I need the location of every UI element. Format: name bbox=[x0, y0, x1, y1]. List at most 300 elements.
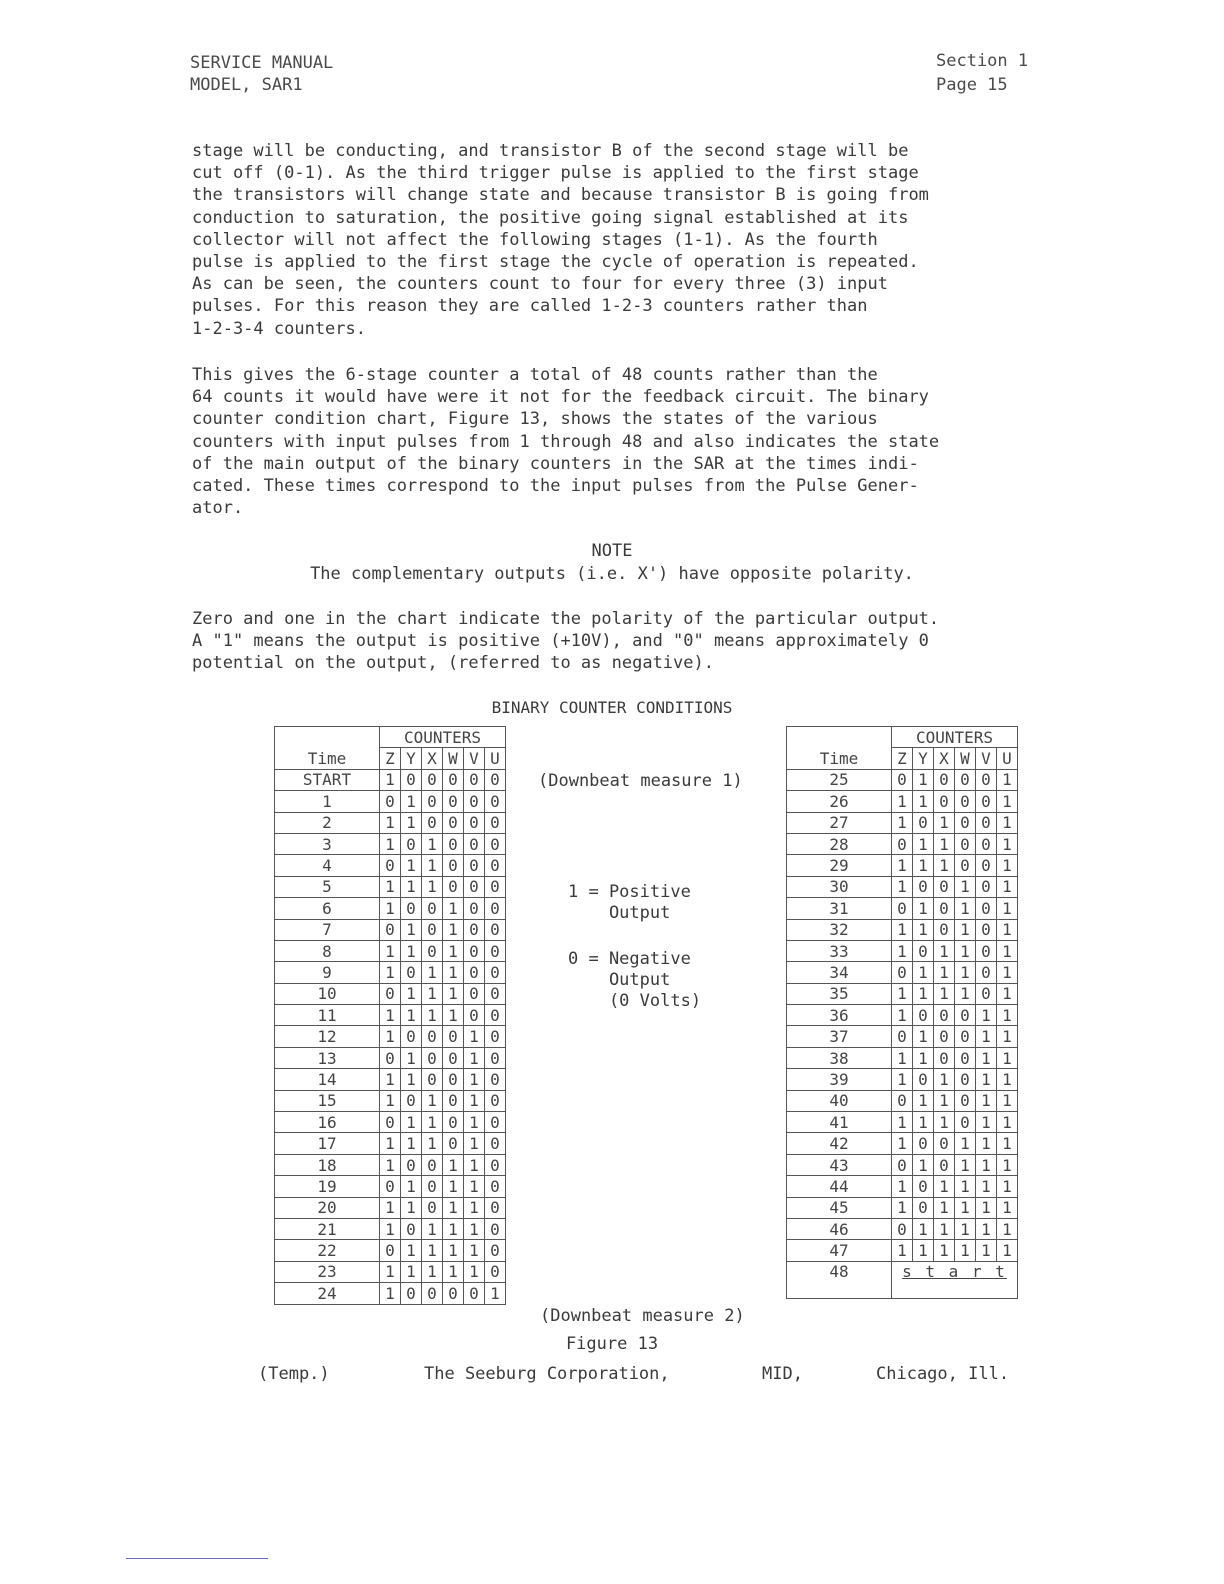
column-label: W bbox=[443, 748, 464, 769]
bit-cell: 0 bbox=[464, 812, 485, 833]
bit-cell: 1 bbox=[380, 1026, 401, 1047]
bit-cell: 1 bbox=[997, 1005, 1018, 1026]
bit-cell: 1 bbox=[443, 1154, 464, 1175]
bit-cell: 0 bbox=[485, 940, 506, 961]
bit-cell: 0 bbox=[913, 1133, 934, 1154]
bit-cell: 0 bbox=[934, 1047, 955, 1068]
table-row bbox=[275, 962, 506, 983]
bit-cell: 1 bbox=[892, 1005, 913, 1026]
bit-cell: 1 bbox=[422, 1090, 443, 1111]
time-cell: 23 bbox=[275, 1261, 380, 1282]
bit-cell: 1 bbox=[955, 1176, 976, 1197]
bit-cell: 0 bbox=[485, 1090, 506, 1111]
bit-cell: 1 bbox=[401, 1069, 422, 1090]
bit-cell: 0 bbox=[485, 1154, 506, 1175]
bit-cell: 0 bbox=[955, 1112, 976, 1133]
bit-cell: 0 bbox=[892, 833, 913, 854]
bit-cell: 1 bbox=[934, 855, 955, 876]
bit-cell: 1 bbox=[401, 1240, 422, 1261]
bit-cell: 0 bbox=[913, 1197, 934, 1218]
bit-cell: 1 bbox=[976, 1154, 997, 1175]
bit-cell: 1 bbox=[955, 1154, 976, 1175]
bit-cell: 1 bbox=[401, 919, 422, 940]
bit-cell: 1 bbox=[401, 812, 422, 833]
bit-cell: 1 bbox=[401, 876, 422, 897]
bit-cell: 1 bbox=[997, 962, 1018, 983]
bit-cell: 1 bbox=[913, 1047, 934, 1068]
bit-cell: 0 bbox=[464, 1005, 485, 1026]
bit-cell: 0 bbox=[485, 919, 506, 940]
time-cell: 3 bbox=[275, 833, 380, 854]
table-row bbox=[787, 962, 1018, 983]
bit-cell: 0 bbox=[934, 898, 955, 919]
bit-cell: 0 bbox=[464, 962, 485, 983]
bit-cell: 0 bbox=[464, 876, 485, 897]
downbeat-measure-1: (Downbeat measure 1) bbox=[538, 771, 743, 791]
bit-cell: 1 bbox=[422, 983, 443, 1004]
bit-cell: 0 bbox=[892, 1090, 913, 1111]
bit-cell: 0 bbox=[934, 1154, 955, 1175]
bit-cell: 1 bbox=[976, 1047, 997, 1068]
bit-cell: 1 bbox=[934, 1176, 955, 1197]
bit-cell: 1 bbox=[443, 1261, 464, 1282]
bit-cell: 1 bbox=[422, 1133, 443, 1154]
bit-cell: 1 bbox=[892, 983, 913, 1004]
bit-cell: 1 bbox=[913, 1240, 934, 1261]
bit-cell: 0 bbox=[976, 791, 997, 812]
bit-cell: 1 bbox=[997, 1197, 1018, 1218]
bit-cell: 0 bbox=[955, 833, 976, 854]
table-row bbox=[275, 1283, 506, 1304]
bit-cell: 1 bbox=[443, 1176, 464, 1197]
start-cell: s t a r t bbox=[892, 1261, 1018, 1298]
time-cell: 8 bbox=[275, 940, 380, 961]
bit-cell: 1 bbox=[934, 940, 955, 961]
bit-cell: 0 bbox=[934, 1026, 955, 1047]
table-row bbox=[275, 1005, 506, 1026]
bit-cell: 0 bbox=[443, 855, 464, 876]
bit-cell: 0 bbox=[913, 1005, 934, 1026]
bit-cell: 1 bbox=[934, 1090, 955, 1111]
bit-cell: 0 bbox=[422, 791, 443, 812]
bit-cell: 0 bbox=[976, 855, 997, 876]
table-row bbox=[275, 769, 506, 790]
counters-label: COUNTERS bbox=[892, 727, 1018, 748]
bit-cell: 0 bbox=[422, 919, 443, 940]
header-manual: SERVICE MANUAL bbox=[190, 53, 334, 73]
column-label: X bbox=[422, 748, 443, 769]
bit-cell: 0 bbox=[422, 812, 443, 833]
bit-cell: 0 bbox=[485, 962, 506, 983]
bit-cell: 1 bbox=[934, 1112, 955, 1133]
bit-cell: 1 bbox=[380, 833, 401, 854]
bit-cell: 0 bbox=[380, 1176, 401, 1197]
paragraph-3: Zero and one in the chart indicate the polarity of the particular output. A "1" means the output is positive (+10V), and "0" means approximately 0 potential on the output, (referred to as negative). bbox=[192, 609, 940, 674]
table-row bbox=[787, 812, 1018, 833]
time-cell: 5 bbox=[275, 876, 380, 897]
bit-cell: 0 bbox=[976, 833, 997, 854]
bit-cell: 0 bbox=[443, 1069, 464, 1090]
bit-cell: 0 bbox=[955, 1047, 976, 1068]
bit-cell: 1 bbox=[464, 1069, 485, 1090]
bit-cell: 1 bbox=[997, 1112, 1018, 1133]
table-row bbox=[275, 983, 506, 1004]
bit-cell: 0 bbox=[464, 855, 485, 876]
bit-cell: 0 bbox=[976, 876, 997, 897]
bit-cell: 1 bbox=[997, 1154, 1018, 1175]
time-cell: 4 bbox=[275, 855, 380, 876]
bit-cell: 1 bbox=[464, 1261, 485, 1282]
bit-cell: 1 bbox=[443, 1197, 464, 1218]
table-row bbox=[275, 1047, 506, 1068]
bit-cell: 0 bbox=[934, 769, 955, 790]
bit-cell: 0 bbox=[401, 1283, 422, 1304]
bit-cell: 1 bbox=[485, 1283, 506, 1304]
time-cell: 22 bbox=[275, 1240, 380, 1261]
bit-cell: 0 bbox=[401, 1154, 422, 1175]
time-cell: 46 bbox=[787, 1218, 892, 1239]
bit-cell: 0 bbox=[443, 1133, 464, 1154]
footer-dept: MID, bbox=[762, 1364, 803, 1384]
bit-cell: 0 bbox=[443, 833, 464, 854]
column-label: Y bbox=[913, 748, 934, 769]
table-row bbox=[787, 940, 1018, 961]
footnote-rule bbox=[126, 1558, 268, 1559]
bit-cell: 1 bbox=[892, 791, 913, 812]
header-model: MODEL, SAR1 bbox=[190, 75, 303, 95]
legend-negative: 0 = Negative Output (0 Volts) bbox=[568, 949, 702, 1011]
time-cell: 40 bbox=[787, 1090, 892, 1111]
table-row bbox=[787, 791, 1018, 812]
bit-cell: 0 bbox=[422, 769, 443, 790]
table-row bbox=[787, 833, 1018, 854]
bit-cell: 1 bbox=[380, 1218, 401, 1239]
bit-cell: 0 bbox=[401, 1090, 422, 1111]
bit-cell: 1 bbox=[955, 1133, 976, 1154]
bit-cell: 0 bbox=[955, 1069, 976, 1090]
table-row bbox=[787, 1197, 1018, 1218]
bit-cell: 0 bbox=[934, 791, 955, 812]
paragraph-2: This gives the 6-stage counter a total of 48 counts rather than the 64 counts it would have were it not for the feedback circuit. The binary counter condition chart, Figure 13, shows the states of the various counters with input pulses from 1 through 48 and also indicates the state of the main output of the binary counters in the SAR at the times indi- cated. These times correspond to the input pulses from the Pulse Gener- ator. bbox=[192, 365, 940, 519]
bit-cell: 1 bbox=[464, 1090, 485, 1111]
bit-cell: 1 bbox=[443, 919, 464, 940]
bit-cell: 0 bbox=[422, 1283, 443, 1304]
bit-cell: 0 bbox=[913, 940, 934, 961]
bit-cell: 1 bbox=[380, 769, 401, 790]
bit-cell: 1 bbox=[892, 876, 913, 897]
bit-cell: 1 bbox=[401, 1261, 422, 1282]
bit-cell: 0 bbox=[443, 791, 464, 812]
bit-cell: 1 bbox=[464, 1133, 485, 1154]
bit-cell: 1 bbox=[913, 962, 934, 983]
column-label: Z bbox=[892, 748, 913, 769]
bit-cell: 0 bbox=[955, 769, 976, 790]
time-cell: 38 bbox=[787, 1047, 892, 1068]
bit-cell: 1 bbox=[955, 1218, 976, 1239]
bit-cell: 0 bbox=[380, 1240, 401, 1261]
bit-cell: 1 bbox=[401, 983, 422, 1004]
bit-cell: 0 bbox=[485, 855, 506, 876]
bit-cell: 1 bbox=[892, 812, 913, 833]
bit-cell: 0 bbox=[976, 940, 997, 961]
time-cell: 19 bbox=[275, 1176, 380, 1197]
bit-cell: 1 bbox=[997, 898, 1018, 919]
bit-cell: 1 bbox=[997, 940, 1018, 961]
bit-cell: 1 bbox=[892, 940, 913, 961]
bit-cell: 0 bbox=[913, 876, 934, 897]
bit-cell: 1 bbox=[464, 1112, 485, 1133]
bit-cell: 0 bbox=[955, 1026, 976, 1047]
bit-cell: 0 bbox=[485, 833, 506, 854]
column-label: U bbox=[997, 748, 1018, 769]
time-cell: 45 bbox=[787, 1197, 892, 1218]
bit-cell: 0 bbox=[892, 898, 913, 919]
time-cell: 31 bbox=[787, 898, 892, 919]
table-row bbox=[787, 769, 1018, 790]
bit-cell: 1 bbox=[380, 940, 401, 961]
paragraph-1: stage will be conducting, and transistor B of the second stage will be cut off (0-1). As the third trigger pulse is applied to the first stage the transistors will change state and because transistor B is going from conduction to saturation, the positive going signal established at its collector will not affect the following stages (1-1). As the fourth pulse is applied to the first stage the cycle of operation is repeated. As can be seen, the counters count to four for every three (3) input pulses. For this reason they are called 1-2-3 counters rather than 1-2-3-4 counters. bbox=[192, 141, 929, 339]
bit-cell: 0 bbox=[380, 983, 401, 1004]
bit-cell: 0 bbox=[976, 898, 997, 919]
bit-cell: 1 bbox=[976, 1197, 997, 1218]
table-row bbox=[275, 876, 506, 897]
bit-cell: 1 bbox=[913, 791, 934, 812]
bit-cell: 1 bbox=[955, 962, 976, 983]
bit-cell: 1 bbox=[934, 1218, 955, 1239]
bit-cell: 0 bbox=[422, 1047, 443, 1068]
table-row bbox=[787, 876, 1018, 897]
bit-cell: 0 bbox=[422, 1197, 443, 1218]
time-cell: START bbox=[275, 769, 380, 790]
bit-cell: 0 bbox=[485, 812, 506, 833]
bit-cell: 1 bbox=[997, 1026, 1018, 1047]
time-cell: 33 bbox=[787, 940, 892, 961]
table-row bbox=[787, 1133, 1018, 1154]
header-row-columns bbox=[787, 748, 1018, 769]
bit-cell: 1 bbox=[380, 812, 401, 833]
header-row-columns bbox=[275, 748, 506, 769]
bit-cell: 1 bbox=[892, 1133, 913, 1154]
time-cell: 32 bbox=[787, 919, 892, 940]
time-cell: 35 bbox=[787, 983, 892, 1004]
bit-cell: 0 bbox=[464, 833, 485, 854]
table-row bbox=[787, 1090, 1018, 1111]
table-row bbox=[275, 1176, 506, 1197]
table-row bbox=[787, 1240, 1018, 1261]
table-row bbox=[787, 898, 1018, 919]
bit-cell: 1 bbox=[422, 1112, 443, 1133]
table-row bbox=[787, 1026, 1018, 1047]
time-cell: 47 bbox=[787, 1240, 892, 1261]
bit-cell: 0 bbox=[422, 1069, 443, 1090]
bit-cell: 1 bbox=[913, 983, 934, 1004]
bit-cell: 1 bbox=[997, 812, 1018, 833]
bit-cell: 0 bbox=[485, 1069, 506, 1090]
table-row bbox=[275, 812, 506, 833]
bit-cell: 0 bbox=[913, 1176, 934, 1197]
bit-cell: 1 bbox=[997, 791, 1018, 812]
bit-cell: 1 bbox=[401, 1047, 422, 1068]
bit-cell: 0 bbox=[892, 769, 913, 790]
bit-cell: 1 bbox=[380, 962, 401, 983]
bit-cell: 0 bbox=[955, 812, 976, 833]
time-cell: 48 bbox=[787, 1261, 892, 1298]
time-cell: 21 bbox=[275, 1218, 380, 1239]
bit-cell: 0 bbox=[485, 1026, 506, 1047]
bit-cell: 1 bbox=[913, 769, 934, 790]
bit-cell: 0 bbox=[380, 1047, 401, 1068]
bit-cell: 1 bbox=[443, 898, 464, 919]
column-label: Y bbox=[401, 748, 422, 769]
bit-cell: 0 bbox=[422, 940, 443, 961]
note-text: The complementary outputs (i.e. X') have opposite polarity. bbox=[310, 564, 914, 584]
legend-positive: 1 = Positive Output bbox=[568, 882, 691, 923]
time-cell: 20 bbox=[275, 1197, 380, 1218]
table-row bbox=[275, 1261, 506, 1282]
header-blank-cell bbox=[275, 727, 380, 748]
time-cell: 26 bbox=[787, 791, 892, 812]
bit-cell: 1 bbox=[997, 983, 1018, 1004]
time-cell: 18 bbox=[275, 1154, 380, 1175]
counter-table-right bbox=[786, 726, 1018, 1299]
bit-cell: 1 bbox=[892, 1197, 913, 1218]
time-cell: 24 bbox=[275, 1283, 380, 1304]
bit-cell: 1 bbox=[380, 876, 401, 897]
bit-cell: 1 bbox=[422, 855, 443, 876]
bit-cell: 1 bbox=[464, 1218, 485, 1239]
bit-cell: 1 bbox=[976, 1218, 997, 1239]
time-cell: 1 bbox=[275, 791, 380, 812]
time-cell: 12 bbox=[275, 1026, 380, 1047]
table-row bbox=[275, 1026, 506, 1047]
bit-cell: 0 bbox=[380, 919, 401, 940]
time-cell: 6 bbox=[275, 898, 380, 919]
bit-cell: 0 bbox=[443, 876, 464, 897]
table-row bbox=[275, 1090, 506, 1111]
bit-cell: 1 bbox=[934, 812, 955, 833]
time-cell: 7 bbox=[275, 919, 380, 940]
bit-cell: 1 bbox=[401, 1112, 422, 1133]
bit-cell: 0 bbox=[443, 769, 464, 790]
time-cell: 25 bbox=[787, 769, 892, 790]
time-cell: 42 bbox=[787, 1133, 892, 1154]
table-row bbox=[787, 855, 1018, 876]
table-row bbox=[275, 855, 506, 876]
bit-cell: 1 bbox=[464, 1154, 485, 1175]
bit-cell: 1 bbox=[997, 1090, 1018, 1111]
table-row bbox=[275, 898, 506, 919]
time-cell: 43 bbox=[787, 1154, 892, 1175]
bit-cell: 1 bbox=[380, 1005, 401, 1026]
column-label: Z bbox=[380, 748, 401, 769]
time-cell: 2 bbox=[275, 812, 380, 833]
bit-cell: 1 bbox=[976, 1112, 997, 1133]
header-blank-cell bbox=[787, 727, 892, 748]
bit-cell: 0 bbox=[401, 833, 422, 854]
bit-cell: 0 bbox=[401, 1026, 422, 1047]
table-row bbox=[787, 1047, 1018, 1068]
bit-cell: 0 bbox=[443, 1026, 464, 1047]
bit-cell: 0 bbox=[443, 1047, 464, 1068]
bit-cell: 0 bbox=[464, 769, 485, 790]
bit-cell: 0 bbox=[934, 1005, 955, 1026]
bit-cell: 0 bbox=[485, 1176, 506, 1197]
bit-cell: 1 bbox=[934, 1069, 955, 1090]
time-cell: 37 bbox=[787, 1026, 892, 1047]
bit-cell: 0 bbox=[485, 1005, 506, 1026]
note-title: NOTE bbox=[591, 541, 633, 561]
table-row bbox=[275, 1154, 506, 1175]
bit-cell: 1 bbox=[892, 919, 913, 940]
bit-cell: 1 bbox=[464, 1047, 485, 1068]
table-row bbox=[275, 1112, 506, 1133]
column-label: V bbox=[464, 748, 485, 769]
bit-cell: 1 bbox=[913, 1154, 934, 1175]
time-cell: 27 bbox=[787, 812, 892, 833]
time-cell: 34 bbox=[787, 962, 892, 983]
table-row bbox=[787, 1154, 1018, 1175]
bit-cell: 1 bbox=[976, 1090, 997, 1111]
bit-cell: 1 bbox=[401, 855, 422, 876]
bit-cell: 1 bbox=[955, 940, 976, 961]
time-cell: 39 bbox=[787, 1069, 892, 1090]
bit-cell: 1 bbox=[892, 1240, 913, 1261]
table-row bbox=[787, 1176, 1018, 1197]
bit-cell: 0 bbox=[401, 1218, 422, 1239]
table-row bbox=[275, 1218, 506, 1239]
chart-title: BINARY COUNTER CONDITIONS bbox=[491, 698, 733, 717]
footer-city: Chicago, Ill. bbox=[876, 1364, 1010, 1384]
bit-cell: 1 bbox=[976, 1005, 997, 1026]
bit-cell: 0 bbox=[485, 769, 506, 790]
bit-cell: 0 bbox=[485, 898, 506, 919]
time-cell: 13 bbox=[275, 1047, 380, 1068]
time-cell: 41 bbox=[787, 1112, 892, 1133]
footer-temp: (Temp.) bbox=[258, 1364, 330, 1384]
time-cell: 14 bbox=[275, 1069, 380, 1090]
time-cell: 44 bbox=[787, 1176, 892, 1197]
bit-cell: 1 bbox=[913, 1026, 934, 1047]
header-section: Section 1 bbox=[936, 51, 1029, 71]
bit-cell: 1 bbox=[422, 833, 443, 854]
table-row bbox=[275, 1069, 506, 1090]
bit-cell: 0 bbox=[976, 919, 997, 940]
table-row bbox=[787, 1112, 1018, 1133]
bit-cell: 1 bbox=[892, 1047, 913, 1068]
bit-cell: 1 bbox=[401, 1005, 422, 1026]
bit-cell: 0 bbox=[892, 1218, 913, 1239]
bit-cell: 0 bbox=[422, 1176, 443, 1197]
bit-cell: 1 bbox=[913, 919, 934, 940]
bit-cell: 1 bbox=[913, 1112, 934, 1133]
bit-cell: 0 bbox=[485, 1197, 506, 1218]
bit-cell: 1 bbox=[422, 962, 443, 983]
bit-cell: 0 bbox=[485, 1218, 506, 1239]
bit-cell: 1 bbox=[997, 769, 1018, 790]
bit-cell: 1 bbox=[997, 876, 1018, 897]
bit-cell: 1 bbox=[934, 1240, 955, 1261]
bit-cell: 1 bbox=[913, 855, 934, 876]
time-cell: 16 bbox=[275, 1112, 380, 1133]
bit-cell: 0 bbox=[464, 1283, 485, 1304]
bit-cell: 1 bbox=[955, 1197, 976, 1218]
table-row bbox=[275, 833, 506, 854]
bit-cell: 1 bbox=[422, 876, 443, 897]
bit-cell: 1 bbox=[401, 1197, 422, 1218]
bit-cell: 0 bbox=[401, 962, 422, 983]
time-cell: 15 bbox=[275, 1090, 380, 1111]
column-label: U bbox=[485, 748, 506, 769]
